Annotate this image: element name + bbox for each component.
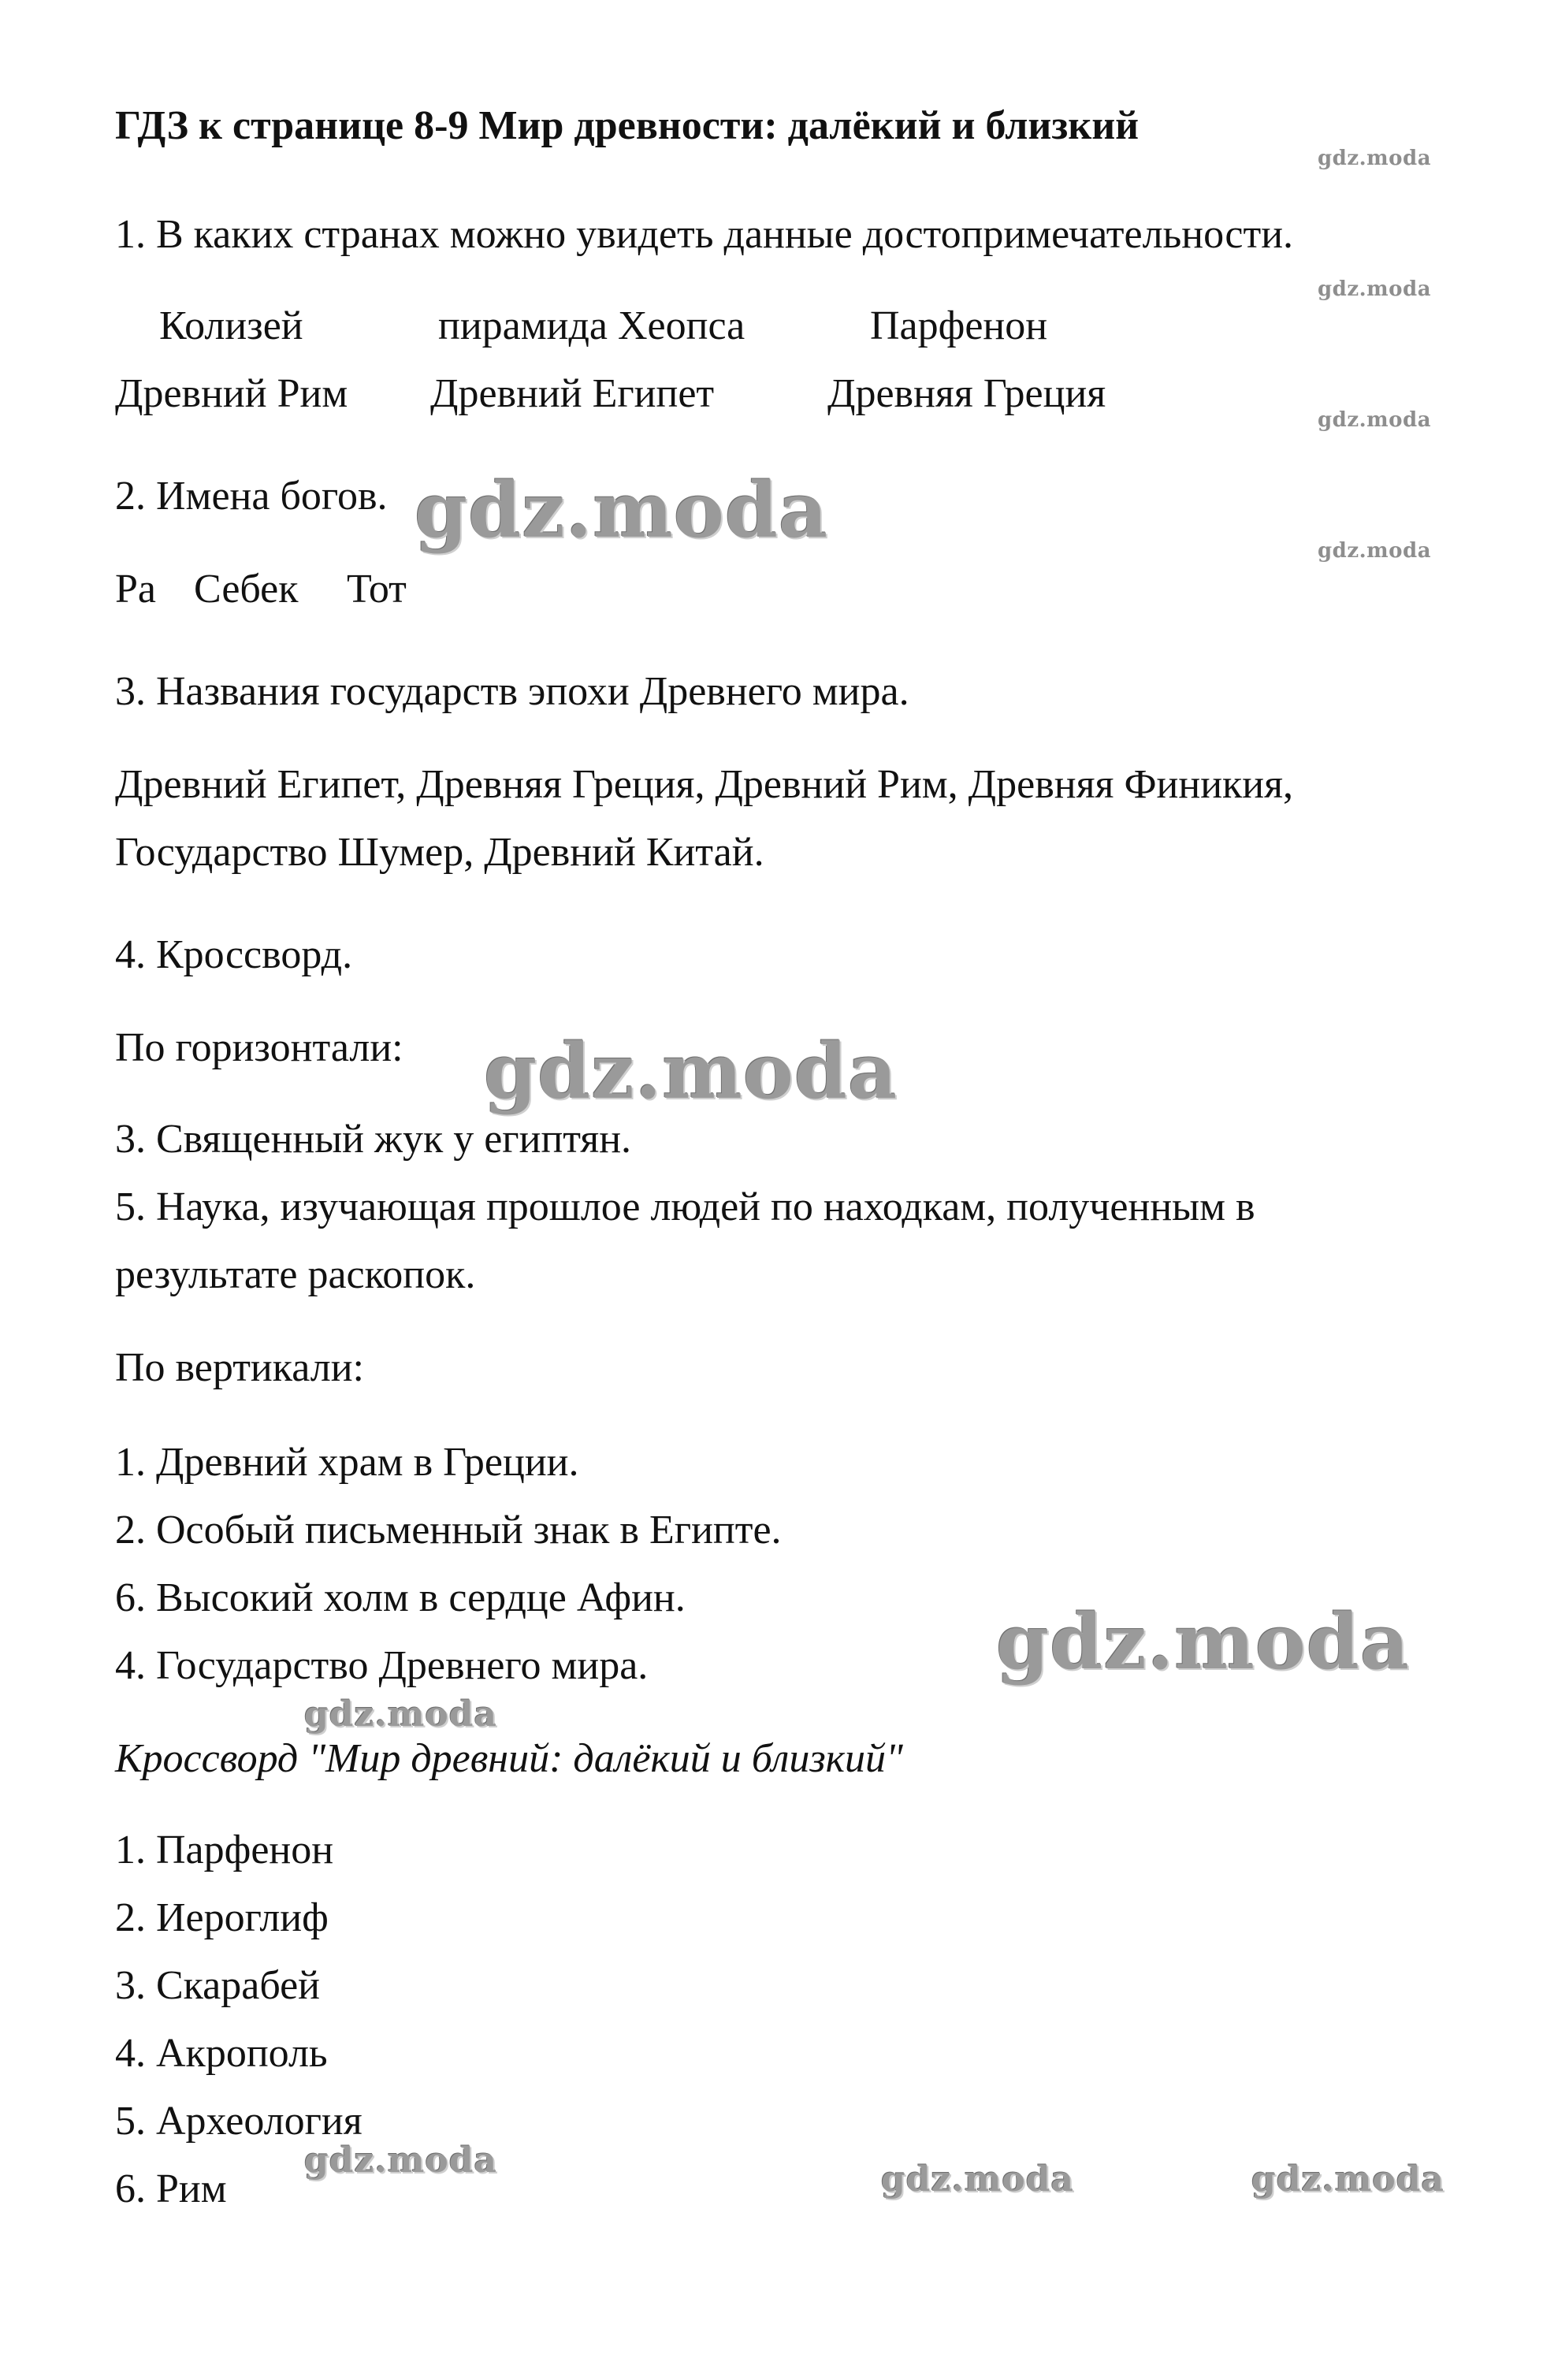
watermark: gdz.moda <box>1251 2159 1445 2200</box>
crossword-answer: 6. Рим <box>115 2166 227 2211</box>
horizontal-heading: По горизонтали: <box>115 1025 403 1070</box>
landmark-colosseum: Колизей <box>159 303 303 348</box>
question-2: 2. Имена богов. <box>115 474 388 519</box>
god-sebek: Себек <box>194 567 299 612</box>
crossword-answer: 1. Парфенон <box>115 1828 334 1872</box>
god-ra: Ра <box>115 567 156 612</box>
clue-horizontal: 5. Наука, изучающая прошлое людей по находкам, полученным в <box>115 1184 1255 1229</box>
landmark-parthenon: Парфенон <box>870 303 1048 348</box>
country-greece: Древняя Греция <box>827 371 1106 416</box>
watermark: gdz.moda <box>484 1027 898 1116</box>
watermark: gdz.moda <box>304 1694 498 1735</box>
watermark: gdz.moda <box>1318 147 1432 170</box>
watermark: gdz.moda <box>304 2140 498 2181</box>
clue-vertical: 1. Древний храм в Греции. <box>115 1440 579 1485</box>
watermark: gdz.moda <box>1318 408 1432 432</box>
watermark: gdz.moda <box>1318 277 1432 301</box>
question-4: 4. Кроссворд. <box>115 932 353 977</box>
answer-line: Государство Шумер, Древний Китай. <box>115 830 764 875</box>
clue-horizontal: 3. Священный жук у египтян. <box>115 1117 632 1162</box>
question-3: 3. Названия государств эпохи Древнего мира. <box>115 669 909 714</box>
clue-vertical: 6. Высокий холм в сердце Афин. <box>115 1575 686 1620</box>
crossword-answer: 5. Археология <box>115 2099 363 2144</box>
god-thoth: Тот <box>347 567 407 612</box>
crossword-answer: 2. Иероглиф <box>115 1895 329 1940</box>
landmark-pyramid: пирамида Хеопса <box>438 303 745 348</box>
page-title: ГДЗ к странице 8-9 Мир древности: далёкий и близкий <box>115 103 1140 148</box>
crossword-answer: 4. Акрополь <box>115 2031 328 2076</box>
clue-horizontal: результате раскопок. <box>115 1252 476 1297</box>
question-1: 1. В каких странах можно увидеть данные достопримечательности. <box>115 212 1294 257</box>
clue-vertical: 4. Государство Древнего мира. <box>115 1643 649 1688</box>
watermark: gdz.moda <box>415 466 829 555</box>
watermark: gdz.moda <box>1318 539 1432 563</box>
clue-vertical: 2. Особый письменный знак в Египте. <box>115 1508 782 1553</box>
crossword-answer: 3. Скарабей <box>115 1963 320 2008</box>
vertical-heading: По вертикали: <box>115 1345 364 1390</box>
country-rome: Древний Рим <box>115 371 348 416</box>
country-egypt: Древний Египет <box>430 371 715 416</box>
watermark: gdz.moda <box>996 1597 1411 1686</box>
answer-line: Древний Египет, Древняя Греция, Древний Рим, Древняя Финикия, <box>115 762 1294 807</box>
watermark: gdz.moda <box>881 2159 1075 2200</box>
crossword-caption: Кроссворд "Мир древний: далёкий и близкий" <box>115 1736 903 1781</box>
